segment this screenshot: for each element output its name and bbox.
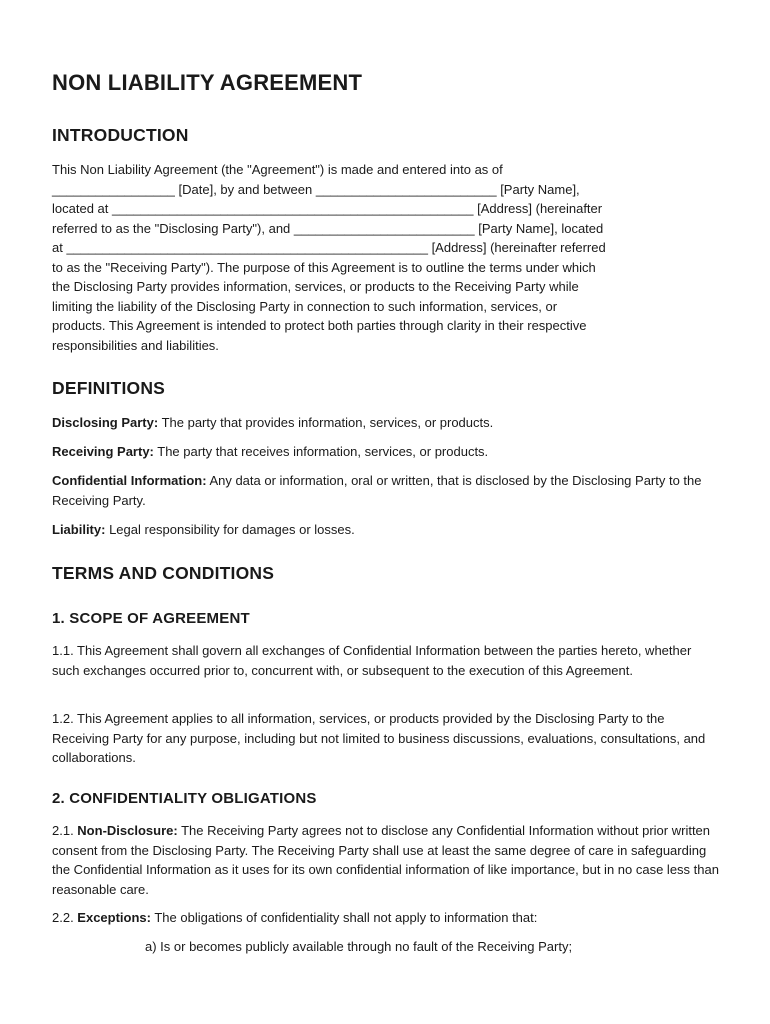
document-title: NON LIABILITY AGREEMENT [52,70,363,95]
introduction-paragraph [52,160,722,355]
confidentiality-heading: 2. CONFIDENTIALITY OBLIGATIONS [52,790,317,807]
scope-heading: 1. SCOPE OF AGREEMENT [52,610,250,627]
clause-term: Non-Disclosure: [77,823,178,838]
exception-item-a: a) Is or becomes publicly available through no fault of the Receiving Party; [145,939,573,954]
non-disclosure-paragraph [52,821,722,899]
intro-line: to as the "Receiving Party"). The purpose of this Agreement is to outline the terms under which [52,259,596,275]
intro-line: at __________________________________________________ [Address] (hereinafter referred [52,240,606,255]
clause-term: Exceptions: [77,910,151,925]
introduction-heading: INTRODUCTION [52,125,189,145]
definitions-heading: DEFINITIONS [52,378,166,398]
scope-paragraph-1: 1.1. This Agreement shall govern all exchanges of Confidential Information between the parties hereto, whether such exchanges occurred prior to, concurrent with, or subsequent to the execution of this Agreement. [52,643,692,678]
definition-term: Liability: [52,522,106,537]
intro-line: referred to as the "Disclosing Party"), and _________________________ [Party Name], located [52,220,604,236]
terms-heading: TERMS AND CONDITIONS [52,563,275,583]
clause-text: The obligations of confidentiality shall not apply to information that: [150,910,538,925]
definition-item [52,442,722,462]
clause-number: 2.2. [52,910,78,925]
intro-line: This Non Liability Agreement (the "Agreement") is made and entered into as of [52,162,503,177]
intro-line: the Disclosing Party provides information, services, or products to the Receiving Party while [52,279,579,294]
definition-term: Receiving Party: [52,444,154,459]
definition-text: Any data or information, oral or written, that is disclosed by the Disclosing Party to the Receiving Party. [52,473,702,508]
definition-item [52,471,722,510]
definition-item [52,413,722,433]
definition-item [52,520,722,540]
definition-term: Disclosing Party: [52,415,159,430]
clause-text: The Receiving Party agrees not to disclose any Confidential Information without prior written consent from the Disclosing Party. The Receiving Party shall use at least the same degree of care in safeguarding the Confidential Information as it uses for its own confidential information of like importance, but in no case less than reasonable care. [52,823,719,897]
exceptions-paragraph [52,908,722,928]
scope-paragraph-2: 1.2. This Agreement applies to all information, services, or products provided by the Disclosing Party to the Receiving Party for any purpose, including but not limited to business discussions, evaluations, consultations, and collaborations. [52,711,706,765]
intro-line: products. This Agreement is intended to protect both parties through clarity in their respective [52,318,587,333]
intro-line: _________________ [Date], by and between _________________________ [Party Name], [52,181,580,197]
intro-line: limiting the liability of the Disclosing Party in connection to such information, services, or [52,298,558,314]
clause-number: 2.1. [52,823,78,838]
intro-line: responsibilities and liabilities. [52,337,219,353]
definition-term: Confidential Information: [52,473,207,488]
definition-text: The party that provides information, services, or products. [158,415,494,430]
intro-line: located at __________________________________________________ [Address] (hereinafter [52,201,603,216]
definition-text: Legal responsibility for damages or losses. [105,522,355,537]
definition-text: The party that receives information, services, or products. [153,444,489,459]
